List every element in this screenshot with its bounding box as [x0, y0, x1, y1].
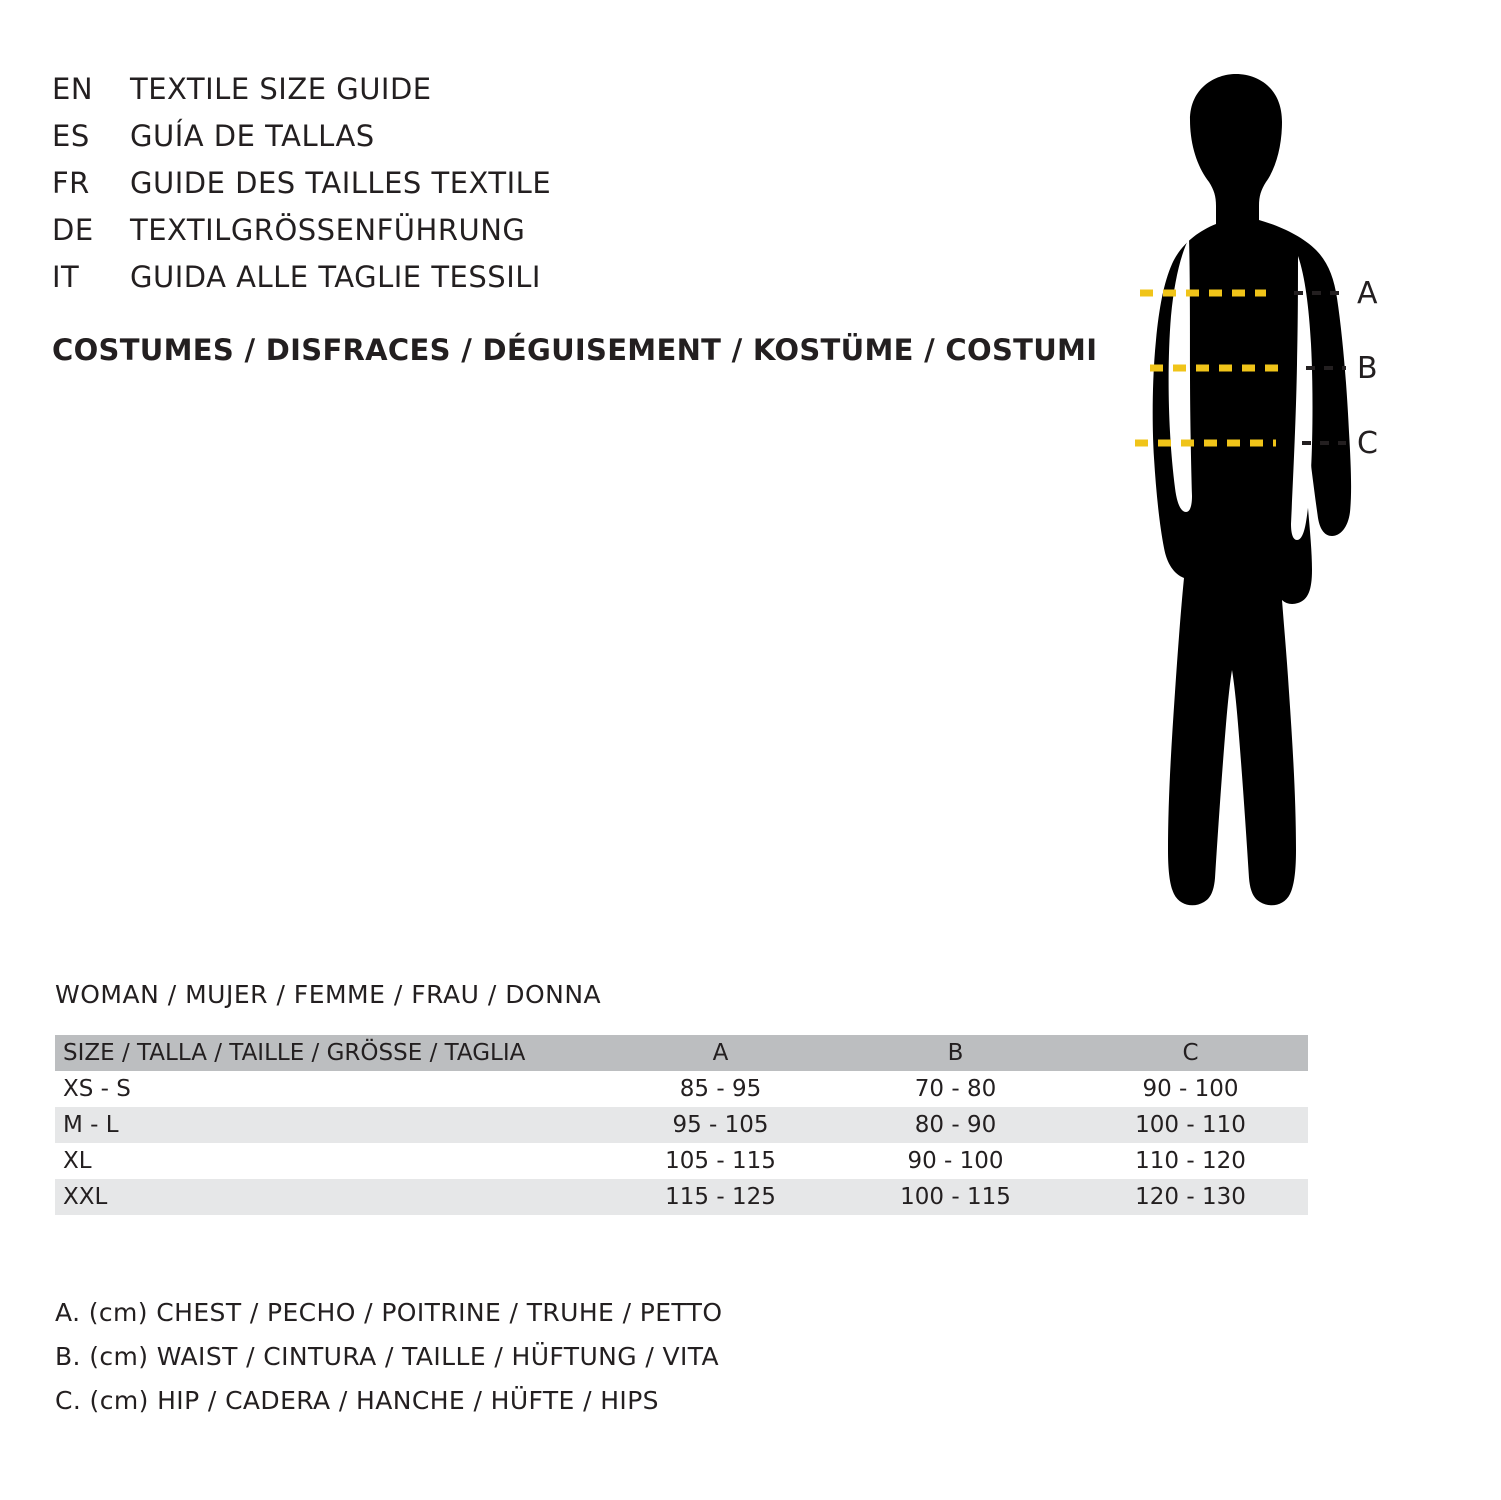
column-header-b: B — [947, 1040, 964, 1066]
language-row-en — [52, 72, 952, 119]
cell-size: XS - S — [63, 1076, 131, 1102]
table-row — [55, 1143, 1308, 1179]
silhouette-svg — [1040, 60, 1460, 940]
language-text-en: TEXTILE SIZE GUIDE — [130, 72, 432, 106]
female-silhouette-figure — [1040, 60, 1460, 940]
cell-a: 105 - 115 — [665, 1148, 776, 1174]
measurement-legend — [55, 1298, 722, 1430]
language-text-it: GUIDA ALLE TAGLIE TESSILI — [130, 260, 541, 294]
cell-b: 90 - 100 — [907, 1148, 1004, 1174]
table-row — [55, 1179, 1308, 1215]
table-body — [55, 1071, 1308, 1215]
cell-a: 115 - 125 — [665, 1184, 776, 1210]
language-code-de: DE — [52, 213, 94, 247]
column-header-a: A — [712, 1040, 729, 1066]
legend-line-c: C. (cm) HIP / CADERA / HANCHE / HÜFTE / HIPS — [55, 1386, 659, 1415]
language-code-fr: FR — [52, 166, 90, 200]
cell-a: 85 - 95 — [679, 1076, 762, 1102]
language-text-de: TEXTILGRÖSSENFÜHRUNG — [130, 213, 526, 247]
language-text-es: GUÍA DE TALLAS — [130, 119, 375, 153]
language-row-de — [52, 213, 952, 260]
table-row — [55, 1071, 1308, 1107]
language-list — [52, 72, 952, 307]
cell-b: 70 - 80 — [914, 1076, 997, 1102]
cell-c: 110 - 120 — [1135, 1148, 1246, 1174]
cell-b: 100 - 115 — [900, 1184, 1011, 1210]
language-row-it — [52, 260, 952, 307]
cell-b: 80 - 90 — [914, 1112, 997, 1138]
language-code-en: EN — [52, 72, 94, 106]
cell-c: 100 - 110 — [1135, 1112, 1246, 1138]
legend-line-a: A. (cm) CHEST / PECHO / POITRINE / TRUHE / PETTO — [55, 1298, 723, 1327]
table-header — [55, 1035, 1308, 1071]
column-header-size: SIZE / TALLA / TAILLE / GRÖSSE / TAGLIA — [63, 1040, 526, 1066]
column-header-c: C — [1182, 1040, 1199, 1066]
cell-size: M - L — [63, 1112, 119, 1138]
cell-size: XXL — [63, 1184, 108, 1210]
table-row — [55, 1107, 1308, 1143]
table-header-row — [55, 1035, 1308, 1071]
measure-label-a: A — [1357, 276, 1378, 311]
language-row-es — [52, 119, 952, 166]
measure-label-c: C — [1357, 426, 1378, 461]
language-row-fr — [52, 166, 952, 213]
measure-label-b: B — [1357, 351, 1378, 386]
cell-c: 120 - 130 — [1135, 1184, 1246, 1210]
table-title: WOMAN / MUJER / FEMME / FRAU / DONNA — [55, 980, 602, 1009]
category-line: COSTUMES / DISFRACES / DÉGUISEMENT / KOSTÜME / COSTUMI — [52, 333, 1098, 367]
cell-size: XL — [63, 1148, 92, 1174]
language-text-fr: GUIDE DES TAILLES TEXTILE — [130, 166, 552, 200]
legend-line-b: B. (cm) WAIST / CINTURA / TAILLE / HÜFTUNG / VITA — [55, 1342, 720, 1371]
cell-c: 90 - 100 — [1142, 1076, 1239, 1102]
size-table — [55, 1035, 1308, 1215]
cell-a: 95 - 105 — [672, 1112, 769, 1138]
language-code-es: ES — [52, 119, 90, 153]
language-code-it: IT — [52, 260, 80, 294]
